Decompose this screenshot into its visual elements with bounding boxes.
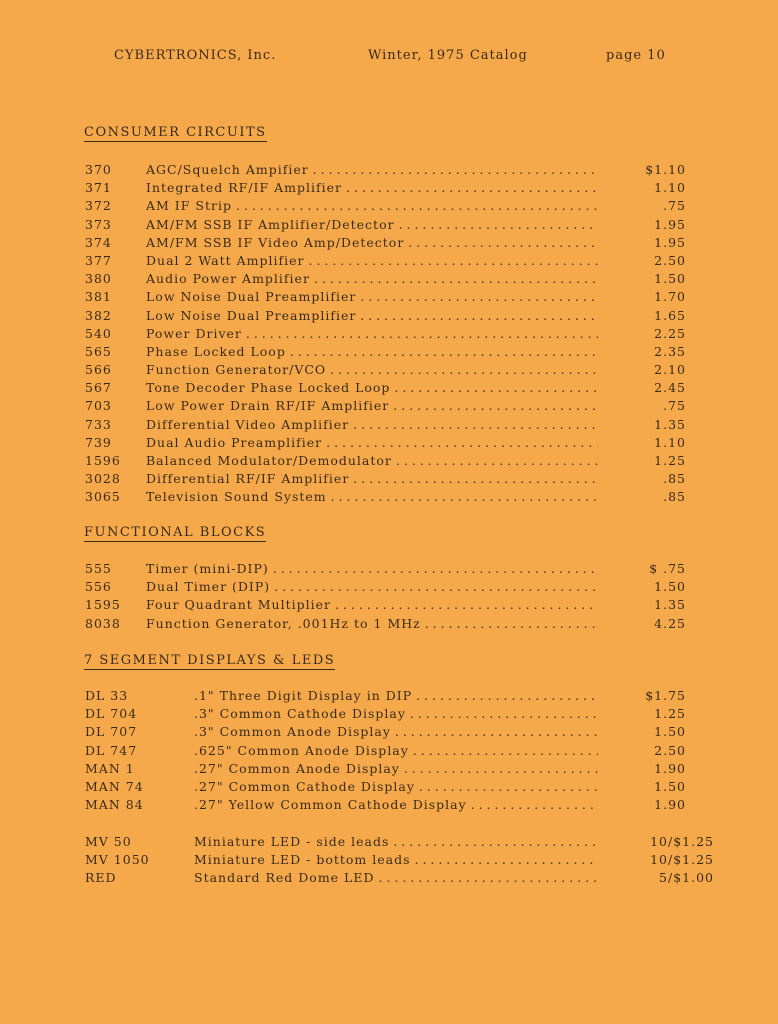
part-number: 374 [85,234,112,250]
part-price: 1.65 [654,307,686,323]
catalog-row [0,578,778,596]
catalog-row [0,252,778,270]
catalog-row [0,796,778,814]
page-number: page 10 [606,48,666,63]
part-price: 2.35 [654,343,686,359]
part-price: 1.50 [654,579,686,595]
part-number: 540 [85,325,112,341]
catalog-row [0,488,778,506]
catalog-row [0,434,778,452]
part-description: .3" Common Anode Display . . . [194,723,598,741]
part-description: Audio Power Amplifier . . . [146,270,598,288]
part-price: 1.95 [654,216,686,232]
part-price: 2.25 [654,325,686,341]
part-price: 1.50 [654,778,686,794]
part-price: $ .75 [649,561,686,576]
catalog-title: Winter, 1975 Catalog [368,48,528,63]
catalog-row [0,179,778,197]
part-description: Standard Red Dome LED . . . [194,869,598,887]
part-description: Dual Timer (DIP) . . . [146,578,598,596]
part-description: .27" Yellow Common Cathode Display . . . [194,796,598,814]
part-description: Timer (mini-DIP) . . . [146,560,598,578]
catalog-row [0,833,778,851]
part-description: Differential Video Amplifier . . . [146,416,598,434]
part-number: DL 747 [85,742,138,758]
part-number: 733 [85,416,112,432]
part-number: DL 704 [85,706,138,722]
part-number: 373 [85,216,112,232]
part-price: $1.75 [645,688,686,703]
part-price: .75 [663,398,686,414]
catalog-row [0,416,778,434]
part-price: .85 [663,471,686,487]
part-number: 381 [85,289,112,305]
part-description: Integrated RF/IF Amplifier . . . [146,179,598,197]
part-description: AGC/Squelch Ampifier . . . [146,161,598,179]
part-number: 1596 [85,453,121,468]
company-name: CYBERTRONICS, Inc. [114,48,277,63]
part-price: 2.10 [654,362,686,378]
part-price: 4.25 [654,615,686,631]
part-description: Balanced Modulator/Demodulator . . . [146,452,598,470]
part-description: Function Generator/VCO . . . [146,361,598,379]
part-number: 382 [85,307,112,323]
part-number: 372 [85,198,112,214]
catalog-row [0,397,778,415]
part-number: 556 [85,579,112,595]
catalog-row [0,234,778,252]
part-description: Television Sound System . . . [146,488,598,506]
part-number: DL 33 [85,688,129,703]
part-number: 8038 [85,615,121,631]
part-number: MV 1050 [85,852,150,868]
part-description: AM/FM SSB IF Video Amp/Detector . . . [146,234,598,252]
part-description: Tone Decoder Phase Locked Loop . . . [146,379,598,397]
part-description: Low Power Drain RF/IF Amplifier . . . [146,397,598,415]
catalog-row [0,560,778,578]
part-price: 1.35 [654,597,686,613]
part-price: 2.45 [654,380,686,396]
part-price: 1.10 [654,434,686,450]
displays-list [0,687,778,814]
part-description: .27" Common Cathode Display . . . [194,778,598,796]
catalog-row [0,452,778,470]
part-description: Low Noise Dual Preamplifier . . . [146,288,598,306]
part-description: Phase Locked Loop . . . [146,343,598,361]
catalog-row [0,379,778,397]
section-title-displays-leds: 7 SEGMENT DISPLAYS & LEDS [84,653,336,668]
part-description: Dual Audio Preamplifier . . . [146,434,598,452]
part-price: 1.50 [654,724,686,740]
part-description: Power Driver . . . [146,325,598,343]
catalog-row [0,307,778,325]
section-title-functional-blocks: FUNCTIONAL BLOCKS [84,525,267,540]
part-price: 1.90 [654,797,686,813]
part-number: MAN 84 [85,797,144,813]
part-number: 377 [85,252,112,268]
part-number: MAN 1 [85,760,135,776]
catalog-row [0,869,778,887]
part-description: Four Quadrant Multiplier . . . [146,596,598,614]
part-number: 703 [85,398,112,414]
catalog-row [0,470,778,488]
consumer-circuits-list [0,161,778,507]
part-price: $1.10 [645,162,686,177]
part-description: Miniature LED - side leads . . . [194,833,598,851]
part-description: Function Generator, .001Hz to 1 MHz . . . [146,615,598,633]
part-description: Low Noise Dual Preamplifier . . . [146,307,598,325]
part-number: 555 [85,561,112,576]
catalog-row [0,760,778,778]
catalog-row [0,742,778,760]
functional-blocks-list [0,560,778,633]
part-price: 1.35 [654,416,686,432]
catalog-row [0,778,778,796]
catalog-row [0,615,778,633]
part-number: 3065 [85,489,121,505]
part-description: Dual 2 Watt Amplifier . . . [146,252,598,270]
catalog-row [0,361,778,379]
part-price: 1.25 [654,706,686,722]
part-price: 1.90 [654,760,686,776]
catalog-row [0,288,778,306]
part-number: 739 [85,434,112,450]
part-price: 1.10 [654,180,686,196]
part-number: 567 [85,380,112,396]
part-description: Miniature LED - bottom leads . . . [194,851,598,869]
catalog-row [0,705,778,723]
page-header [0,48,778,66]
part-price: 1.50 [654,271,686,287]
part-number: 565 [85,343,112,359]
part-number: DL 707 [85,724,138,740]
part-description: Differential RF/IF Amplifier . . . [146,470,598,488]
part-description: .1" Three Digit Display in DIP . . . [194,687,598,705]
catalog-row [0,161,778,179]
part-number: MAN 74 [85,778,144,794]
part-price: 1.95 [654,234,686,250]
part-number: 566 [85,362,112,378]
part-number: 380 [85,271,112,287]
part-price: 2.50 [654,742,686,758]
catalog-row [0,325,778,343]
catalog-row [0,596,778,614]
part-number: 3028 [85,471,121,487]
part-price: 5/$1.00 [659,870,714,886]
part-number: 370 [85,162,112,177]
part-price: .75 [663,198,686,214]
part-number: 1595 [85,597,121,613]
part-description: .3" Common Cathode Display . . . [194,705,598,723]
catalog-row [0,723,778,741]
part-price: 10/$1.25 [650,834,714,849]
part-description: AM/FM SSB IF Amplifier/Detector . . . [146,216,598,234]
part-price: 1.70 [654,289,686,305]
catalog-row [0,687,778,705]
part-price: .85 [663,489,686,505]
catalog-row [0,851,778,869]
catalog-row [0,216,778,234]
catalog-row [0,343,778,361]
part-description: .625" Common Anode Display . . . [194,742,598,760]
section-title-consumer-circuits: CONSUMER CIRCUITS [84,125,267,140]
part-number: 371 [85,180,112,196]
part-price: 1.25 [654,453,686,468]
part-number: RED [85,870,117,886]
part-description: .27" Common Anode Display . . . [194,760,598,778]
catalog-row [0,197,778,215]
part-description: AM IF Strip . . . [146,197,598,215]
catalog-row [0,270,778,288]
part-price: 10/$1.25 [650,852,714,868]
part-price: 2.50 [654,252,686,268]
part-number: MV 50 [85,834,132,849]
leds-list [0,833,778,888]
